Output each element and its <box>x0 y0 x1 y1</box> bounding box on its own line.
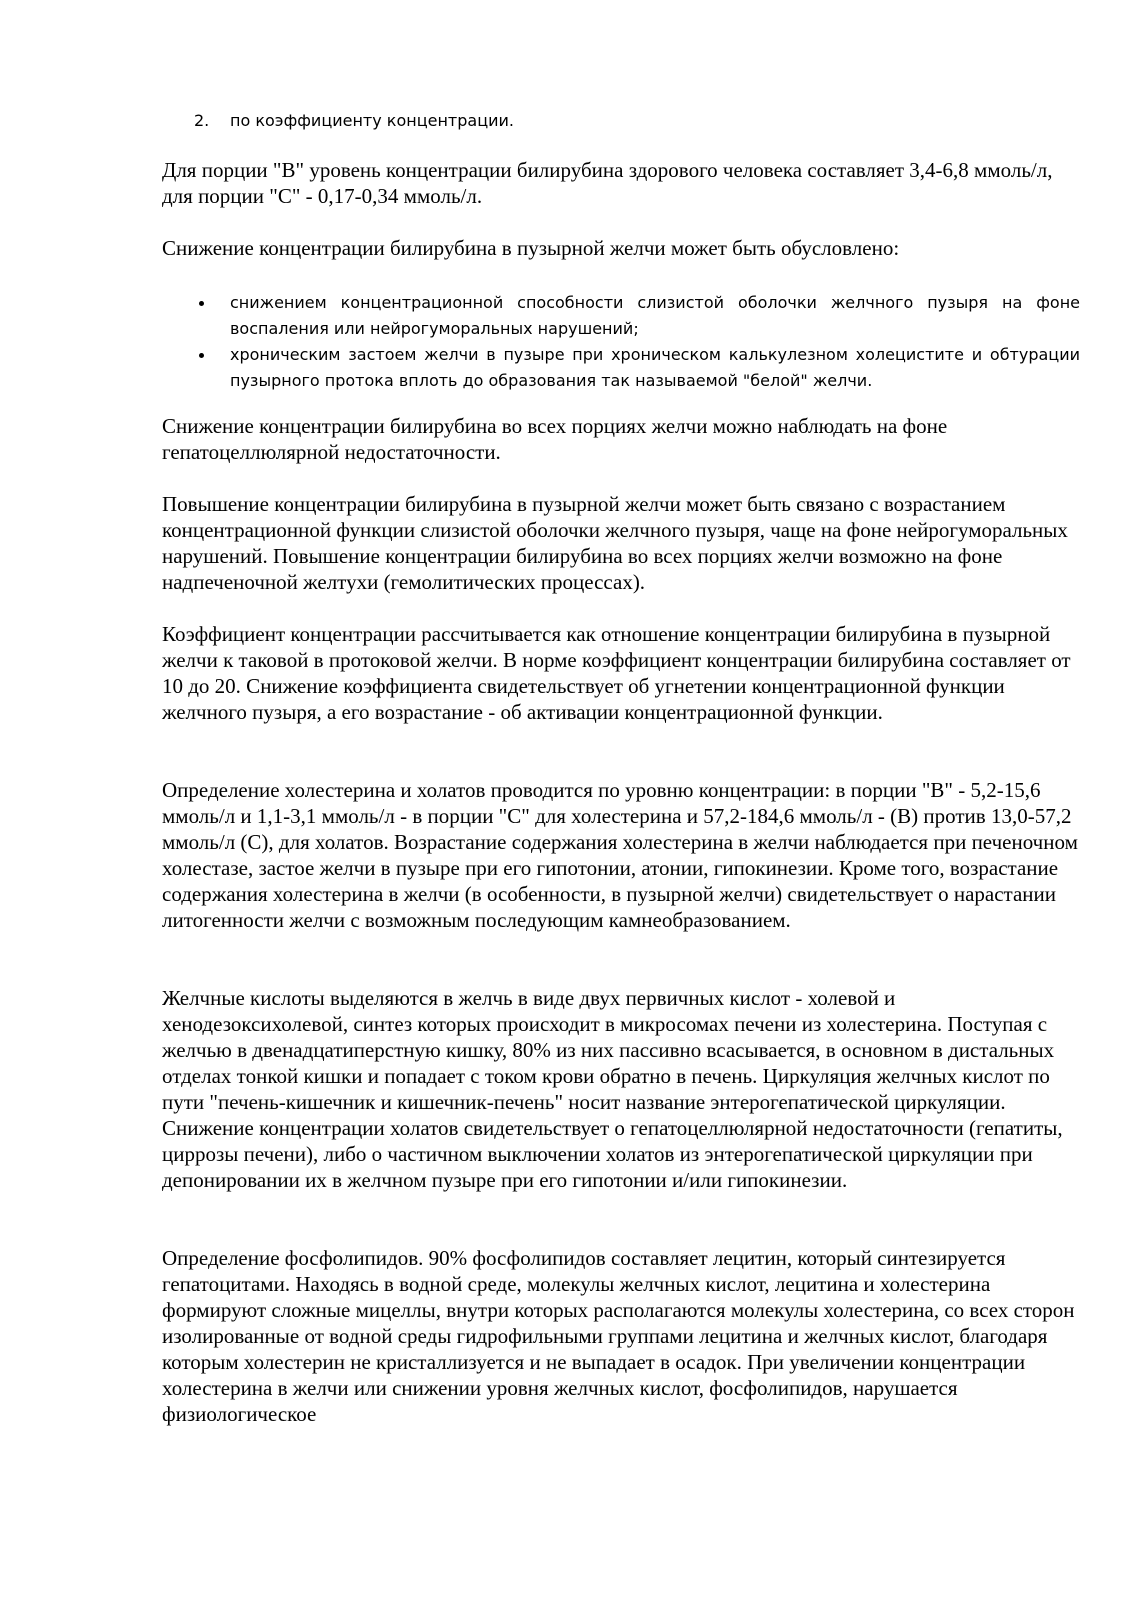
bullet-icon <box>199 301 204 306</box>
paragraph-bile-acids: Желчные кислоты выделяются в желчь в виде двух первичных кислот - холевой и хенодезоксихолевой, синтез которых происходит в микросомах печени из холестерина. Поступая с желчью в двенадцатиперстную кишку, 80% из них пассивно всасывается, в основном в дистальных отделах тонкой кишки и попадает с током крови обратно в печень. Циркуляция желчных кислот по пути "печень-кишечник и кишечник-печень" носит название энтерогепатической циркуляции. Снижение концентрации холатов свидетельствует о гепатоцеллюлярной недостаточности (гепатиты, циррозы печени), либо о частичном выключении холатов из энтерогепатической циркуляции при депонировании их в желчном пузыре при его гипотонии и/или гипокинезии. <box>162 986 1063 1192</box>
paragraph-cholesterol-cholates: Определение холестерина и холатов проводится по уровню концентрации: в порции "В" - 5,2-15,6 ммоль/л и 1,1-3,1 ммоль/л - в порции "С" для холестерина и 57,2-184,6 ммоль/л - (В) против 13,0-57,2 ммоль/л (С), для холатов. Возрастание содержания холестерина в желчи наблюдается при печеночном холестазе, застое желчи в пузыре при его гипотонии, атонии, гипокинезии. Кроме того, возрастание содержания холестерина в желчи (в особенности, в пузырной желчи) свидетельствует о нарастании литогенности желчи с возможным последующим камнеобразованием. <box>162 778 1078 932</box>
numbered-list-item <box>194 108 514 134</box>
list-item-text: по коэффициенту концентрации. <box>230 111 514 130</box>
paragraph-bilirubin-norms: Для порции "В" уровень концентрации билирубина здорового человека составляет 3,4-6,8 ммоль/л, для порции "С" - 0,17-0,34 ммоль/л. <box>162 158 1053 208</box>
bullet-text: снижением концентрационной способности слизистой оболочки желчного пузыря на фоне воспаления или нейрогуморальных нарушений; <box>230 293 1080 338</box>
list-number: 2. <box>194 111 210 130</box>
paragraph-decrease-causes-intro: Снижение концентрации билирубина в пузырной желчи может быть обусловлено: <box>162 236 900 260</box>
bullet-list <box>162 290 1080 394</box>
paragraph-phospholipids: Определение фосфолипидов. 90% фосфолипидов составляет лецитин, который синтезируется гепатоцитами. Находясь в водной среде, молекулы желчных кислот, лецитина и холестерина формируют сложные мицеллы, внутри которых располагаются молекулы холестерина, со всех сторон изолированные от водной среды гидрофильными группами лецитина и желчных кислот, благодаря которым холестерин не кристаллизуется и не выпадает в осадок. При увеличении концентрации холестерина в желчи или снижении уровня желчных кислот, фосфолипидов, нарушается физиологическое <box>162 1246 1075 1426</box>
bullet-item <box>162 342 1080 394</box>
paragraph-bilirubin-increase: Повышение концентрации билирубина в пузырной желчи может быть связано с возрастанием концентрационной функции слизистой оболочки желчного пузыря, чаще на фоне нейрогуморальных нарушений. Повышение концентрации билирубина во всех порциях желчи возможно на фоне надпеченочной желтухи (гемолитических процессах). <box>162 492 1068 594</box>
bullet-icon <box>199 353 204 358</box>
paragraph-hepatocellular: Снижение концентрации билирубина во всех порциях желчи можно наблюдать на фоне гепатоцеллюлярной недостаточности. <box>162 414 948 464</box>
bullet-item <box>162 290 1080 342</box>
bullet-text: хроническим застоем желчи в пузыре при хроническом калькулезном холецистите и обтурации пузырного протока вплоть до образования так называемой "белой" желчи. <box>230 345 1080 390</box>
paragraph-concentration-coefficient: Коэффициент концентрации рассчитывается как отношение концентрации билирубина в пузырной желчи к таковой в протоковой желчи. В норме коэффициент концентрации билирубина составляет от 10 до 20. Снижение коэффициента свидетельствует об угнетении концентрационной функции желчного пузыря, а его возрастание - об активации концентрационной функции. <box>162 622 1071 724</box>
